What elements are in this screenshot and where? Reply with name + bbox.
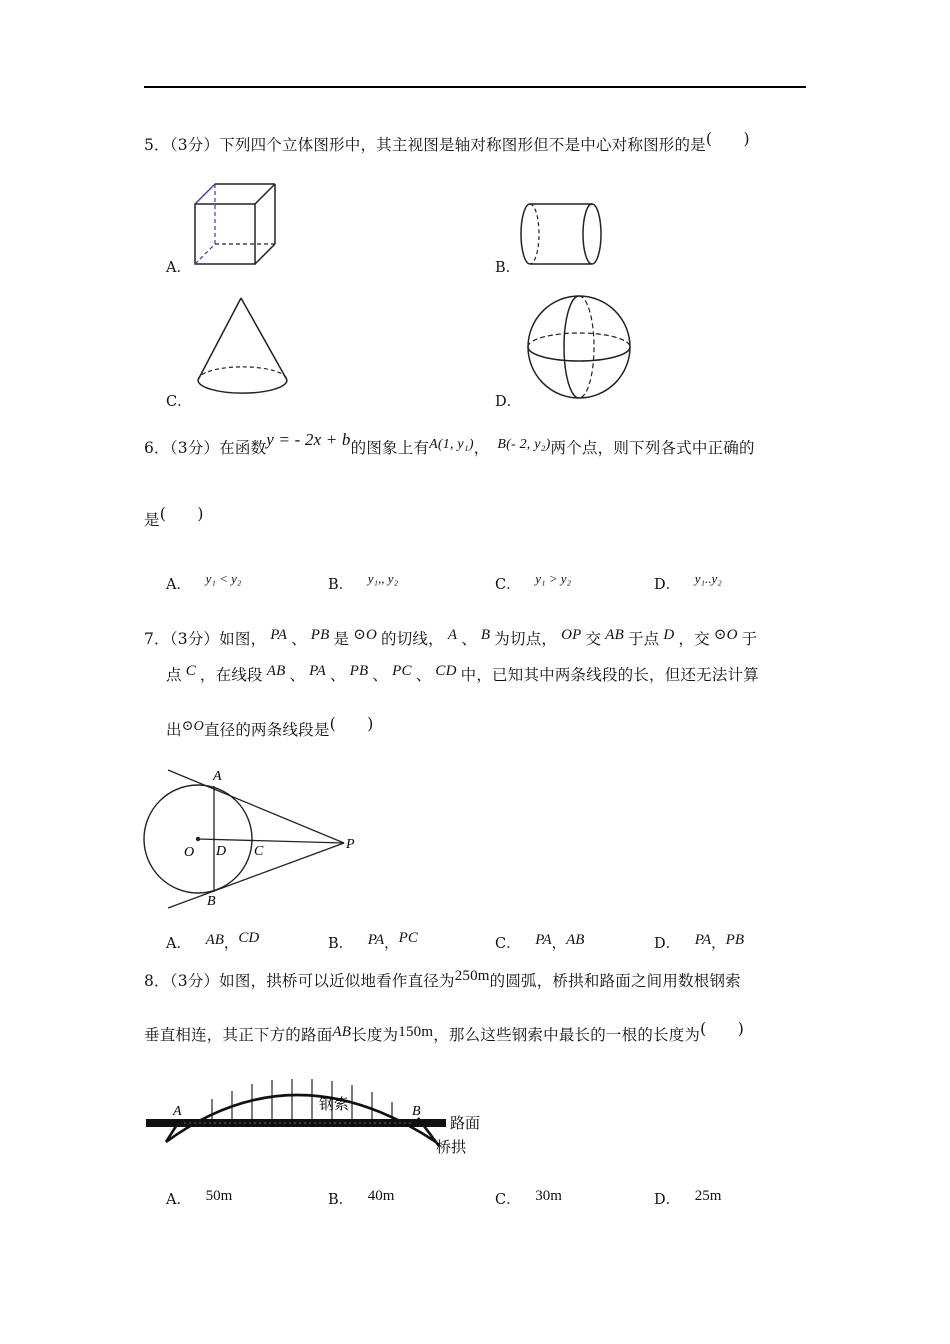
q8-length: 150m	[398, 1024, 434, 1040]
q8-option-d-letter: D．	[654, 1192, 681, 1208]
q8-line1-prefix: 8．（3分）如图，拱桥可以近似地看作直径为	[144, 972, 455, 990]
q7-stem-line2	[166, 663, 759, 685]
q7-option-a-seg2: CD	[238, 930, 260, 946]
q8-option-b-text: 40m	[367, 1188, 395, 1204]
q7-option-c[interactable]	[495, 932, 584, 953]
q8-option-d[interactable]	[654, 1188, 721, 1209]
q6-stem-mid: 的图象上有	[350, 439, 430, 457]
q7-option-b-seg1: PA	[367, 932, 385, 948]
q7-line1-run-12: 交	[585, 630, 602, 648]
q7-tangent-figure	[140, 764, 370, 914]
q7-line1-run-6: 的切线，	[381, 630, 444, 648]
q6-option-a-letter: A．	[166, 577, 191, 593]
q5-answer-paren: ( )	[705, 130, 750, 148]
q8-option-a-letter: A．	[166, 1192, 191, 1208]
q7-line2-run-4: 、	[289, 666, 306, 684]
q8-option-c[interactable]	[495, 1188, 562, 1209]
q6-option-c[interactable]	[495, 573, 571, 594]
q7-line1-run-14: 于点	[627, 630, 660, 648]
q5-option-c-letter[interactable]: C．	[166, 394, 192, 410]
q7-line2-run-7: PB	[349, 663, 369, 679]
q6-comma: ，	[473, 439, 490, 457]
q8-option-d-text: 25m	[694, 1188, 722, 1204]
q7-option-d-sep: ，	[711, 936, 726, 952]
q7-line2-run-6: 、	[329, 666, 346, 684]
q8-diameter: 250m	[454, 968, 490, 984]
q7-label-p: P	[346, 837, 355, 852]
q7-line1-run-4: 是	[333, 630, 350, 648]
q6-point-b: B(- 2, y₂)	[497, 437, 551, 452]
q7-option-c-seg2: AB	[566, 932, 585, 948]
q6-answer-paren: ( )	[159, 505, 204, 523]
q6-option-d[interactable]	[654, 573, 722, 594]
q6-option-c-text: y₁ > y₂	[535, 571, 572, 586]
q5-sphere-figure	[526, 294, 634, 402]
q7-line1-run-15: D	[663, 627, 675, 643]
q6-stem-line2-text: 是	[144, 511, 160, 529]
q5-cone-figure	[193, 296, 293, 398]
q6-function: y = - 2x + b	[266, 430, 351, 449]
q7-line3-prefix: 出	[166, 721, 182, 739]
q7-line2-run-9: PC	[392, 663, 412, 679]
q7-answer-paren: ( )	[329, 715, 374, 733]
q7-line3-suffix: 直径的两条线段是	[203, 721, 330, 739]
q8-line1-suffix: 的圆弧，桥拱和路面之间用数根钢索	[489, 972, 741, 990]
q7-label-a: A	[213, 769, 222, 784]
q8-option-c-text: 30m	[535, 1188, 562, 1204]
q7-option-d-seg1: PA	[694, 932, 712, 948]
q7-line1-run-8: 、	[461, 630, 477, 648]
q8-label-cable: 钢索	[319, 1095, 350, 1113]
q7-line1-run-5: ⊙O	[353, 627, 378, 643]
q7-option-c-sep: ，	[551, 936, 567, 952]
q7-line1-run-10: 为切点，	[494, 630, 558, 648]
q8-bridge-figure	[144, 1066, 494, 1166]
q6-option-b-text: y₁,, y₂	[367, 571, 399, 586]
q7-label-b: B	[207, 894, 216, 909]
q7-line2-run-5: PA	[309, 663, 326, 679]
q7-line2-run-3: AB	[266, 663, 286, 679]
q7-option-d-letter: D．	[654, 936, 681, 952]
q6-stem-suffix: 两个点，则下列各式中正确的	[550, 439, 755, 457]
q8-line2-mid: 长度为	[351, 1026, 399, 1044]
q8-segment-ab: AB	[332, 1024, 352, 1040]
q7-option-d[interactable]	[654, 932, 744, 953]
q7-line2-run-12: 中，已知其中两条线段的长，但还无法计算	[460, 666, 759, 684]
q7-line1-run-17: ⊙O	[713, 627, 738, 643]
q5-cube-figure	[190, 180, 285, 270]
q8-option-b[interactable]	[328, 1188, 394, 1209]
header-rule	[144, 86, 806, 88]
q7-label-d: D	[216, 844, 227, 859]
q7-stem-line1	[144, 627, 757, 649]
q7-line1-run-0: 7．（3分）如图，	[144, 630, 267, 648]
q7-line2-run-0: 点	[166, 666, 182, 684]
q7-line2-run-1: C	[185, 663, 196, 679]
q7-line1-run-2: 、	[291, 630, 307, 648]
q5-option-b-letter[interactable]: B．	[495, 260, 521, 276]
q6-stem-prefix: 6．（3分）在函数	[144, 439, 267, 457]
q8-label-arch: 桥拱	[436, 1138, 467, 1156]
q7-option-b-sep: ，	[384, 936, 399, 952]
q8-stem-line1	[144, 969, 741, 991]
q8-line2-prefix: 垂直相连，其正下方的路面	[144, 1026, 333, 1044]
q7-line1-run-18: 于	[741, 630, 758, 648]
q8-option-b-letter: B．	[328, 1192, 354, 1208]
q5-stem	[144, 130, 750, 155]
q7-line2-run-11: CD	[435, 663, 457, 679]
q8-option-c-letter: C．	[495, 1192, 521, 1208]
q6-stem-line2	[144, 505, 204, 530]
q6-option-d-text: y₁..y₂	[694, 571, 722, 586]
q7-option-b-seg2: PC	[398, 930, 418, 946]
q5-cylinder-figure	[518, 202, 608, 268]
q7-line2-run-2: ，在线段	[199, 666, 263, 684]
q7-line1-run-16: ，交	[678, 630, 710, 648]
q7-line1-run-9: B	[480, 627, 491, 643]
q7-circle-symbol: ⊙O	[181, 719, 204, 734]
q7-line1-run-11: OP	[561, 627, 582, 643]
q5-stem-text: 5．（3分）下列四个立体图形中，其主视图是轴对称图形但不是中心对称图形的是	[144, 136, 706, 154]
q8-answer-paren: ( )	[700, 1020, 745, 1038]
q7-line1-run-13: AB	[605, 627, 624, 643]
q7-option-c-letter: C．	[495, 936, 521, 952]
q5-option-d-letter[interactable]: D．	[495, 394, 522, 410]
q6-point-a: A(1, y₁)	[429, 437, 474, 452]
q6-option-b-letter: B．	[328, 577, 354, 593]
q6-stem-line1	[144, 430, 755, 458]
q7-line2-run-10: 、	[415, 666, 432, 684]
q7-line1-run-7: A	[447, 627, 458, 643]
q6-option-d-letter: D．	[654, 577, 681, 593]
q8-label-b: B	[412, 1104, 421, 1119]
q8-option-a[interactable]	[166, 1188, 232, 1209]
q7-label-c: C	[254, 844, 264, 859]
q7-option-b-letter: B．	[328, 936, 354, 952]
q7-option-a[interactable]	[166, 932, 259, 953]
q7-option-a-letter: A．	[166, 936, 191, 952]
q7-line2-run-8: 、	[372, 666, 389, 684]
q6-option-a[interactable]	[166, 573, 241, 594]
q7-option-a-sep: ，	[223, 936, 239, 952]
q7-option-c-seg1: PA	[535, 932, 552, 948]
q8-label-a: A	[173, 1104, 182, 1119]
q6-option-b[interactable]	[328, 573, 398, 594]
q7-label-o: O	[184, 845, 195, 860]
q8-stem-line2	[144, 1020, 745, 1045]
q8-line2-suffix: ，那么这些钢索中最长的一根的长度为	[433, 1026, 701, 1044]
q7-stem-line3	[166, 715, 374, 740]
q7-option-d-seg2: PB	[725, 932, 744, 948]
q7-line1-run-1: PA	[270, 627, 288, 643]
q7-line1-run-3: PB	[310, 627, 330, 643]
q6-option-a-text: y₁ < y₂	[205, 571, 242, 586]
q7-option-a-seg1: AB	[205, 932, 224, 948]
q8-option-a-text: 50m	[205, 1188, 233, 1204]
q5-option-a-letter[interactable]: A．	[166, 260, 191, 276]
q8-label-road: 路面	[450, 1114, 481, 1132]
q6-option-c-letter: C．	[495, 577, 521, 593]
q7-option-b[interactable]	[328, 932, 418, 953]
